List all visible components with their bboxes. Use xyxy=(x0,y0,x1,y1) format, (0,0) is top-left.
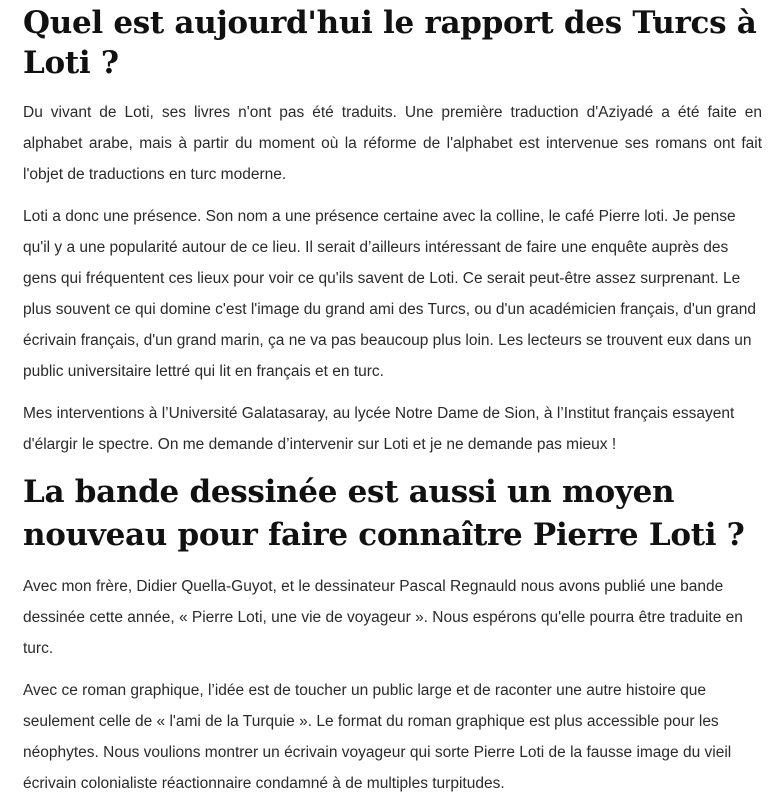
section-heading-bande-dessinee: La bande dessinée est aussi un moyen nouveau pour faire connaître Pierre Loti ? xyxy=(23,474,745,553)
section-heading-turcs: Quel est aujourd'hui le rapport des Turcs à Loti ? xyxy=(23,5,757,81)
paragraph-publication: Avec mon frère, Didier Quella-Guyot, et le dessinateur Pascal Regnauld nous avons publié une bande dessinée cette année, « Pierre Loti, une vie de voyageur ». Nous espérons qu'elle pourra être traduite en turc. xyxy=(23,578,743,657)
paragraph-presence: Loti a donc une présence. Son nom a une présence certaine avec la colline, le café Pierre loti. Je pense qu'il y a une popularité autour de ce lieu. Il serait d’ailleurs intéressant de faire une enquête auprès des gens qui fréquentent ces lieux pour voir ce qu'ils savent de Loti. Ce serait peut-être assez surprenant. Le plus souvent ce qui domine c'est l'image du grand ami des Turcs, ou d'un académicien français, d'un grand écrivain français, d'un grand marin, ça ne va pas beaucoup plus loin. Les lecteurs se trouvent eux dans un public universitaire lettré qui lit en français et en turc. xyxy=(23,208,757,380)
paragraph-traductions: Du vivant de Loti, ses livres n'ont pas été traduits. Une première traduction d'Aziyadé a été faite en alphabet arabe, mais à partir du moment où la réforme de l'alphabet est intervenue ses romans ont fait l'objet de traductions en turc moderne. xyxy=(23,104,762,183)
article-body xyxy=(23,0,762,810)
paragraph-roman-graphique: Avec ce roman graphique, l’idée est de toucher un public large et de raconter une autre histoire que seulement celle de « l'ami de la Turquie ». Le format du roman graphique est plus accessible pour les néophytes. Nous voulions montrer un écrivain voyageur qui sorte Pierre Loti de la fausse image du vieil écrivain colonialiste réactionnaire condamné à de multiples turpitudes. xyxy=(23,682,732,792)
paragraph-interventions: Mes interventions à l’Université Galatasaray, au lycée Notre Dame de Sion, à l’Institut français essayent d'élargir le spectre. On me demande d’intervenir sur Loti et je ne demande pas mieux ! xyxy=(23,405,735,453)
